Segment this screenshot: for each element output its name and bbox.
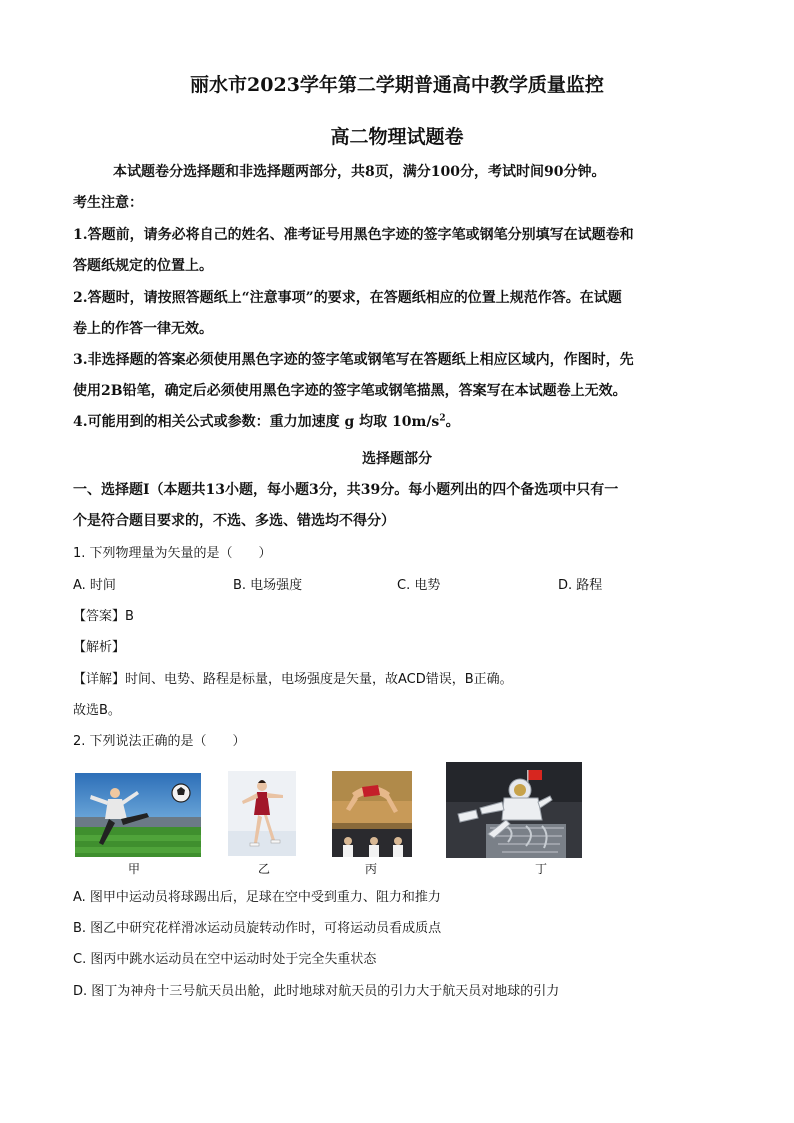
figure-skater-image — [228, 771, 296, 856]
q1-stem: 1. 下列物理量为矢量的是（ ） — [73, 546, 272, 561]
astronaut-image — [446, 762, 582, 858]
notes-heading: 考生注意： — [73, 195, 143, 211]
soccer-kick-image — [75, 773, 201, 857]
diver-image — [332, 771, 412, 857]
note-3-line-1: 3.非选择题的答案必须使用黑色字迹的签字笔或钢笔写在答题纸上相应区域内，作图时，先 — [73, 352, 634, 368]
q1-answer: 【答案】B — [73, 609, 134, 624]
q1-analysis-label: 【解析】 — [73, 640, 126, 655]
note-1-line-2: 答题纸规定的位置上。 — [73, 258, 213, 274]
note-4-end: 。 — [445, 414, 460, 430]
caption-yi: 乙 — [258, 862, 271, 876]
q1-option-c: C. 电势 — [397, 578, 441, 593]
q2-option-c: C. 图丙中跳水运动员在空中运动时处于完全失重状态 — [73, 952, 377, 967]
intro-text: 本试题卷分选择题和非选择题两部分，共8页，满分100分，考试时间90分钟。 — [113, 164, 606, 180]
q2-option-d: D. 图丁为神舟十三号航天员出舱，此时地球对航天员的引力大于航天员对地球的引力 — [73, 984, 560, 999]
q2-option-b: B. 图乙中研究花样滑冰运动员旋转动作时，可将运动员看成质点 — [73, 921, 442, 936]
q1-option-a: A. 时间 — [73, 578, 116, 593]
q1-option-b: B. 电场强度 — [233, 578, 303, 593]
q1-detail: 【详解】时间、电势、路程是标量，电场强度是矢量，故ACD错误，B正确。 — [73, 672, 513, 687]
note-2-line-1: 2.答题时，请按照答题纸上“注意事项”的要求，在答题纸相应的位置上规范作答。在试题 — [73, 290, 622, 306]
note-1-line-1: 1.答题前，请务必将自己的姓名、准考证号用黑色字迹的签字笔或钢笔分别填写在试题卷和 — [73, 227, 634, 243]
q1-option-d: D. 路程 — [558, 578, 603, 593]
section-heading: 选择题部分 — [362, 451, 432, 467]
note-2-line-2: 卷上的作答一律无效。 — [73, 321, 213, 337]
note-4-superscript: 2 — [439, 413, 446, 424]
q2-stem: 2. 下列说法正确的是（ ） — [73, 734, 246, 749]
part1-instruction-line-1: 一、选择题Ⅰ（本题共13小题，每小题3分，共39分。每小题列出的四个备选项中只有一 — [73, 482, 619, 498]
q2-option-a: A. 图甲中运动员将球踢出后，足球在空中受到重力、阻力和推力 — [73, 890, 441, 905]
caption-bing: 丙 — [365, 862, 378, 876]
part1-instruction-line-2: 个是符合题目要求的，不选、多选、错选均不得分） — [73, 513, 395, 529]
note-3-line-2: 使用2B铅笔，确定后必须使用黑色字迹的签字笔或钢笔描黑，答案写在本试题卷上无效。 — [73, 383, 627, 399]
note-4-text: 4.可能用到的相关公式或参数：重力加速度 g 均取 10m/s — [73, 414, 440, 430]
q1-conclusion: 故选B。 — [73, 703, 121, 718]
exam-title: 丽水市2023学年第二学期普通高中教学质量监控 — [190, 74, 604, 96]
caption-ding: 丁 — [535, 862, 548, 876]
caption-jia: 甲 — [128, 862, 141, 876]
note-4 — [73, 411, 460, 431]
exam-subtitle: 高二物理试题卷 — [330, 126, 464, 148]
